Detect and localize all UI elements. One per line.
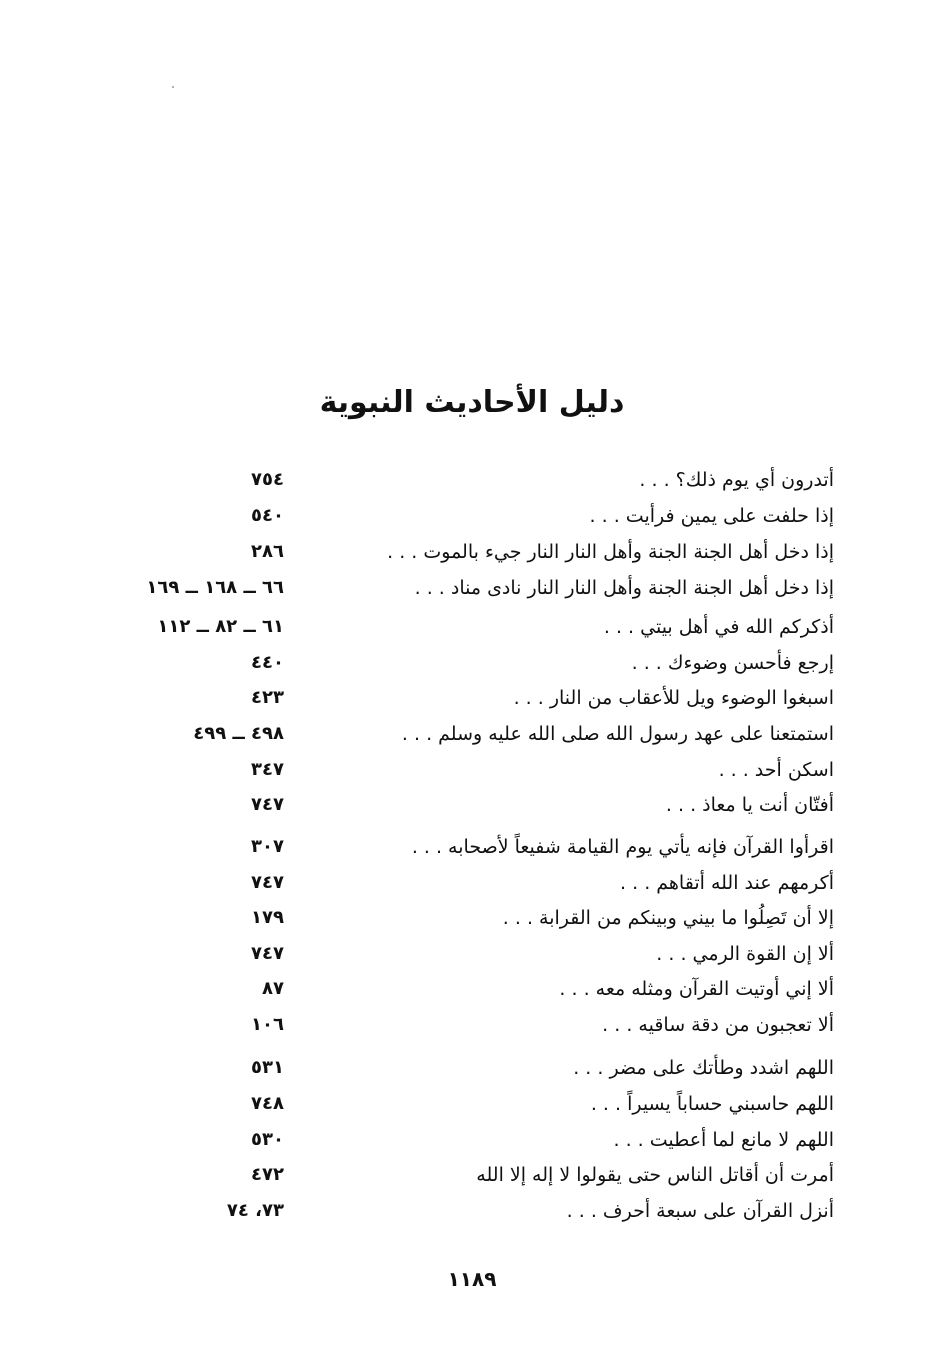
hadith-text: اسكن أحد . . . [718, 759, 834, 781]
hadith-text: اللهم لا مانع لما أعطيت . . . [613, 1129, 834, 1151]
index-entry [0, 787, 944, 823]
hadith-text: إلا أن تَصِلُوا ما بيني وبينكم من القرابة . . . [502, 907, 834, 929]
index-entry [0, 1050, 944, 1086]
hadith-text: استمتعنا على عهد رسول الله صلى الله عليه وسلم . . . [401, 723, 834, 745]
index-entry [0, 1193, 944, 1229]
hadith-text: إذا دخل أهل الجنة الجنة وأهل النار النار نادى مناد . . . [414, 577, 834, 599]
page-references: ١٧٩ [251, 907, 284, 928]
hadith-text: أكرمهم عند الله أتقاهم . . . [620, 872, 834, 894]
index-entry [0, 498, 944, 534]
index-entry [0, 534, 944, 570]
hadith-text: إذا دخل أهل الجنة الجنة وأهل النار النار جيء بالموت . . . [387, 541, 834, 563]
index-entry [0, 971, 944, 1007]
page-references: ٦١ ــ ٨٢ ــ ١١٢ [157, 616, 284, 637]
index-entry [0, 680, 944, 716]
hadith-text: ألا إني أوتيت القرآن ومثله معه . . . [559, 978, 834, 1000]
hadith-text: أذكركم الله في أهل بيتي . . . [603, 616, 834, 638]
hadith-text: اسبغوا الوضوء ويل للأعقاب من النار . . . [513, 687, 834, 709]
index-entry [0, 716, 944, 752]
page-references: ٧٣، ٧٤ [226, 1200, 284, 1221]
hadith-text: إرجع فأحسن وضوءك . . . [631, 652, 834, 674]
page-references: ٣٤٧ [251, 759, 284, 780]
index-entry [0, 829, 944, 865]
index-entry [0, 865, 944, 901]
index-entry [0, 462, 944, 498]
hadith-text: أنزل القرآن على سبعة أحرف . . . [566, 1200, 834, 1222]
index-entry [0, 645, 944, 681]
hadith-text: أفتّان أنت يا معاذ . . . [665, 794, 834, 816]
page-references: ٢٨٦ [251, 541, 284, 562]
page-references: ٦٦ ــ ١٦٨ ــ ١٦٩ [146, 577, 284, 598]
hadith-text: أتدرون أي يوم ذلك؟ . . . [639, 469, 834, 491]
page-references: ٣٠٧ [251, 836, 284, 857]
hadith-text: ألا تعجبون من دقة ساقيه . . . [602, 1014, 834, 1036]
page-references: ٥٣١ [251, 1057, 284, 1078]
page-references: ٧٥٤ [251, 469, 284, 490]
page-number: ١١٨٩ [447, 1267, 497, 1291]
page-references: ٤٢٣ [251, 687, 284, 708]
index-entry [0, 1122, 944, 1158]
page-references: ٨٧ [262, 978, 284, 999]
index-entry [0, 1007, 944, 1043]
page-references: ٥٤٠ [251, 505, 284, 526]
hadith-text: اقرأوا القرآن فإنه يأتي يوم القيامة شفيعاً لأصحابه . . . [411, 836, 834, 858]
page-references: ٧٤٧ [251, 794, 284, 815]
page-references: ٥٣٠ [251, 1129, 284, 1150]
page-references: ٧٤٧ [251, 943, 284, 964]
page-references: ٤٧٢ [251, 1164, 284, 1185]
index-entry [0, 900, 944, 936]
index-entry [0, 570, 944, 606]
page-references: ٤٤٠ [251, 652, 284, 673]
page-title: دليل الأحاديث النبوية [319, 385, 625, 420]
hadith-text: إذا حلفت على يمين فرأيت . . . [589, 505, 834, 527]
page-references: ٤٩٨ ــ ٤٩٩ [193, 723, 284, 744]
index-entry [0, 1086, 944, 1122]
index-entry [0, 752, 944, 788]
hadith-text: اللهم اشدد وطأتك على مضر . . . [573, 1057, 834, 1079]
page-references: ٧٤٨ [251, 1093, 284, 1114]
hadith-text: أمرت أن أقاتل الناس حتى يقولوا لا إله إلا الله [476, 1164, 834, 1186]
index-entry [0, 936, 944, 972]
hadith-text: ألا إن القوة الرمي . . . [656, 943, 834, 965]
page-references: ٧٤٧ [251, 872, 284, 893]
index-entry [0, 1157, 944, 1193]
index-entry [0, 609, 944, 645]
hadith-text: اللهم حاسبني حساباً يسيراً . . . [590, 1093, 834, 1115]
page-references: ١٠٦ [251, 1014, 284, 1035]
scan-speck [172, 86, 174, 88]
